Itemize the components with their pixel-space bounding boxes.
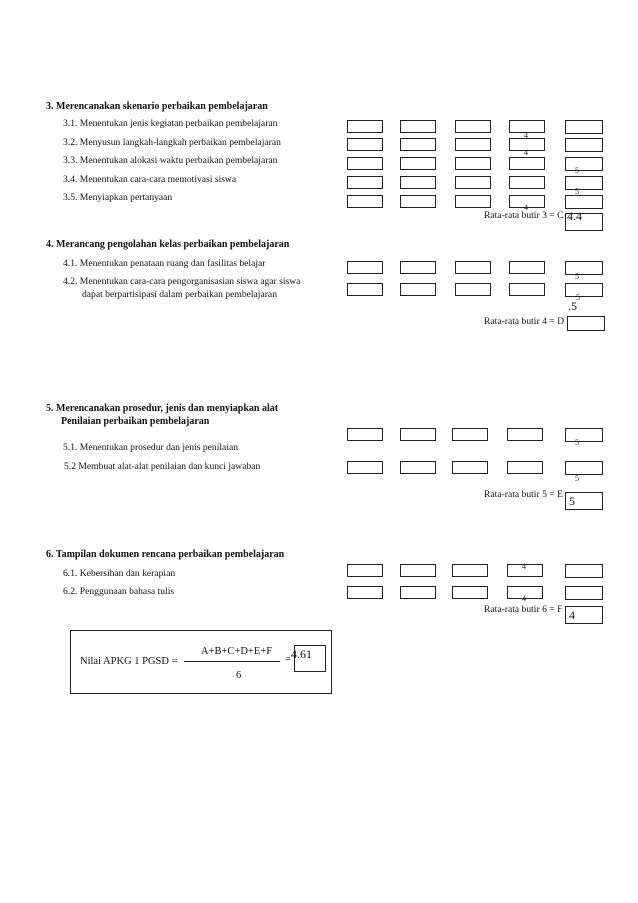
- rating-box[interactable]: [509, 157, 545, 170]
- rating-box[interactable]: [565, 120, 603, 134]
- item-3-1: 3.1. Menentukan jenis kegiatan perbaikan pembelajaran: [63, 118, 278, 129]
- section-4-average-box: [567, 316, 605, 331]
- item-4-2: 4.2. Menentukan cara-cara pengorganisasian siswa agar siswa: [63, 276, 301, 287]
- item-5-2: 5.2 Membuat alat-alat penilaian dan kunci jawaban: [64, 461, 261, 472]
- rating-box[interactable]: [452, 586, 488, 599]
- rating-box[interactable]: [400, 176, 436, 189]
- section-5-average-value: 5: [569, 494, 575, 508]
- formula-denominator: 6: [236, 670, 242, 681]
- rating-box[interactable]: [452, 564, 488, 577]
- item-3-5: 3.5. Menyiapkan pertanyaan: [63, 192, 173, 203]
- item-6-1: 6.1. Kebersihan dan kerapian: [63, 568, 176, 579]
- item-5-1: 5.1. Menentukan prosedur dan jenis penilaian: [63, 442, 239, 453]
- rating-box[interactable]: [455, 157, 491, 170]
- rating-box[interactable]: [400, 195, 436, 208]
- rating-box[interactable]: [565, 461, 603, 475]
- score-5-1: 5: [575, 438, 579, 447]
- rating-box[interactable]: [455, 261, 491, 274]
- rating-box[interactable]: [400, 564, 436, 577]
- score-3-1: 4: [524, 131, 528, 140]
- formula-equals: =: [285, 654, 291, 665]
- rating-box[interactable]: [452, 428, 488, 441]
- section-3-average-value: 4.4: [567, 209, 582, 223]
- rating-box[interactable]: [565, 138, 603, 152]
- rating-box[interactable]: [347, 283, 383, 296]
- rating-box[interactable]: [400, 283, 436, 296]
- rating-box[interactable]: [347, 461, 383, 474]
- rating-box[interactable]: [400, 120, 436, 133]
- score-3-4: 5: [575, 187, 579, 196]
- rating-box[interactable]: [565, 157, 603, 171]
- section-4-heading: 4. Merancang pengolahan kelas perbaikan pembelajaran: [46, 239, 290, 250]
- rating-box[interactable]: [347, 586, 383, 599]
- score-3-2: 4: [524, 148, 528, 157]
- rating-box[interactable]: [400, 157, 436, 170]
- rating-box[interactable]: [565, 283, 603, 297]
- rating-box[interactable]: [565, 564, 603, 578]
- rating-box[interactable]: [347, 176, 383, 189]
- score-6-1: 4: [522, 562, 526, 571]
- rating-box[interactable]: [347, 428, 383, 441]
- rating-box[interactable]: [400, 138, 436, 151]
- rating-box[interactable]: [455, 195, 491, 208]
- score-3-3: 5: [575, 166, 579, 175]
- formula-result: 4.61: [291, 647, 312, 661]
- rating-box[interactable]: [455, 120, 491, 133]
- item-3-2: 3.2. Menyusun langkah-langkah perbaikan pembelajaran: [63, 137, 281, 148]
- rating-box[interactable]: [565, 261, 603, 275]
- section-5-average-label: Rata-rata butir 5 = E: [484, 489, 563, 500]
- rating-box[interactable]: [455, 283, 491, 296]
- formula-label: Nilai APKG 1 PGSD =: [80, 656, 178, 667]
- section-6-heading: 6. Tampilan dokumen rencana perbaikan pembelajaran: [46, 549, 285, 560]
- section-4-average-label: Rata-rata butir 4 = D: [484, 316, 565, 327]
- section-5-heading: 5. Merencanakan prosedur, jenis dan menyiapkan alat: [46, 403, 279, 414]
- formula-numerator: A+B+C+D+E+F: [201, 646, 273, 657]
- item-3-4: 3.4. Menentukan cara-cara memotivasi siswa: [63, 174, 237, 185]
- rating-box[interactable]: [452, 461, 488, 474]
- section-3-heading: 3. Merencanakan skenario perbaikan pembelajaran: [46, 101, 268, 112]
- rating-box[interactable]: [507, 461, 543, 474]
- section-5-heading-line2: Penilaian perbaikan pembelajaran: [61, 416, 210, 427]
- rating-box[interactable]: [455, 176, 491, 189]
- item-4-1: 4.1. Menentukan penataan ruang dan fasilitas belajar: [63, 258, 266, 269]
- score-3-5: 4: [524, 203, 528, 212]
- rating-box[interactable]: [565, 176, 603, 190]
- item-4-2-continued: dapat berpartisipasi dalam perbaikan pembelajaran: [82, 289, 277, 300]
- rating-box[interactable]: [347, 564, 383, 577]
- section-6-average-value: 4: [569, 608, 575, 622]
- score-5-2: 5: [575, 474, 579, 483]
- rating-box[interactable]: [509, 261, 545, 274]
- rating-box[interactable]: [455, 138, 491, 151]
- rating-box[interactable]: [509, 176, 545, 189]
- rating-box[interactable]: [400, 428, 436, 441]
- rating-box[interactable]: [400, 586, 436, 599]
- rating-box[interactable]: [565, 428, 603, 442]
- section-3-average-label: Rata-rata butir 3 = C: [484, 210, 564, 221]
- rating-box[interactable]: [507, 428, 543, 441]
- rating-box[interactable]: [347, 138, 383, 151]
- fraction-line: [184, 661, 280, 662]
- rating-box[interactable]: [347, 157, 383, 170]
- score-6-2: 4: [522, 594, 526, 603]
- score-4-2: 5: [576, 293, 580, 302]
- item-6-2: 6.2. Penggunaan bahasa tulis: [63, 586, 175, 597]
- rating-box[interactable]: [400, 461, 436, 474]
- rating-box[interactable]: [565, 586, 603, 600]
- rating-box[interactable]: [347, 120, 383, 133]
- rating-box[interactable]: [565, 195, 603, 209]
- item-3-3: 3.3. Menentukan alokasi waktu perbaikan pembelajaran: [63, 155, 278, 166]
- rating-box[interactable]: [347, 195, 383, 208]
- section-6-average-label: Rata-rata butir 6 = F: [484, 604, 563, 615]
- rating-box[interactable]: [400, 261, 436, 274]
- rating-box[interactable]: [509, 283, 545, 296]
- section-4-average-value: .5: [568, 299, 577, 313]
- rating-box[interactable]: [347, 261, 383, 274]
- score-4-1: 5: [575, 272, 579, 281]
